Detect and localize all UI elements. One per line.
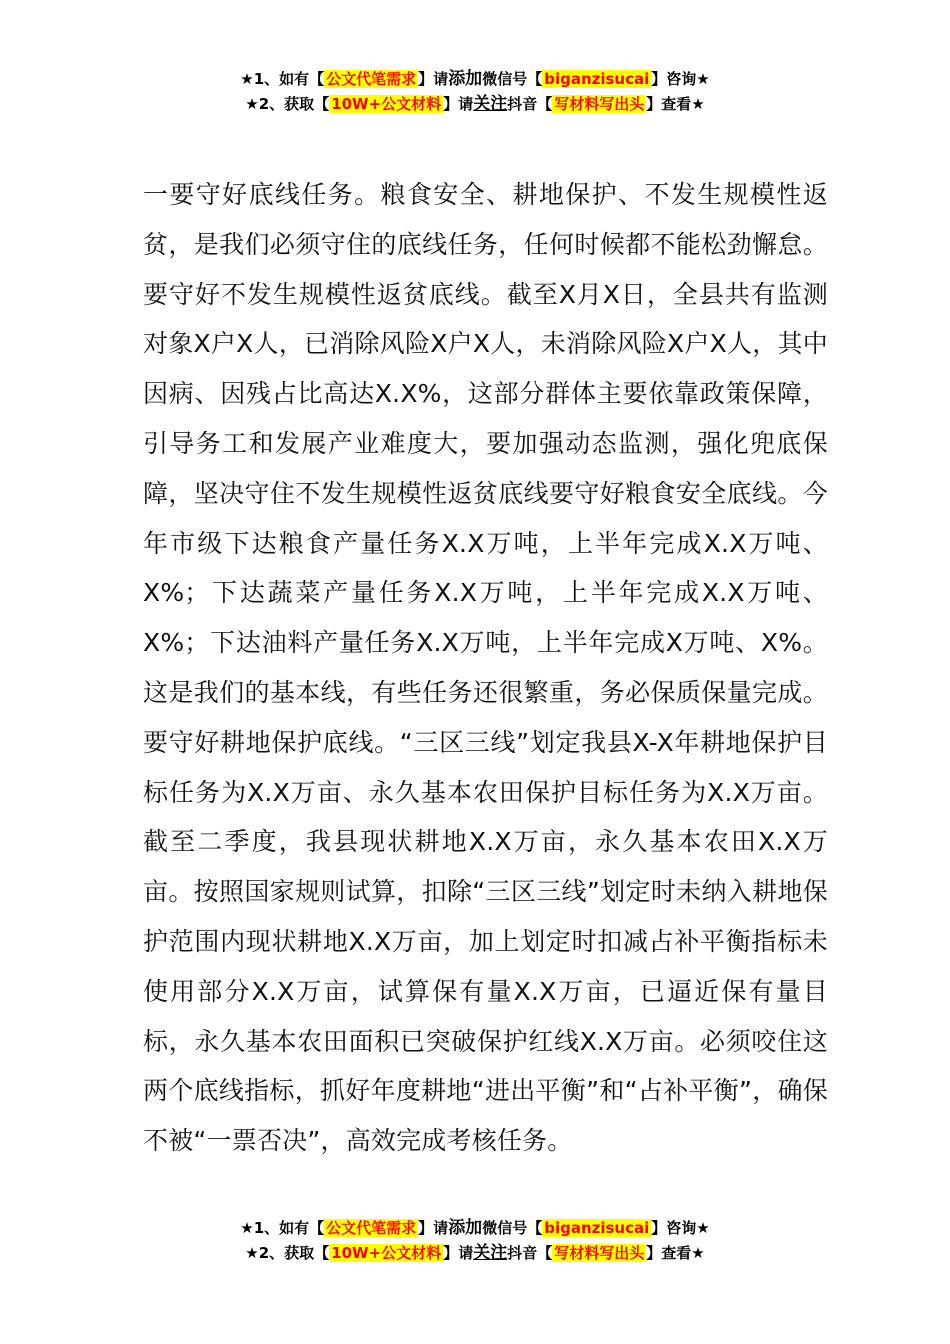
header-line-2-emphasis: 关注 (473, 94, 508, 114)
footer-line-2 (0, 1241, 950, 1266)
header-banner (0, 67, 950, 117)
header-line-1-suffix: 】咨询★ (651, 70, 710, 88)
header-line-1 (0, 67, 950, 92)
footer-highlight-materials: 10W+公文材料 (331, 1244, 442, 1262)
header-line-1-emphasis: 添加 (448, 69, 483, 89)
footer-highlight-service: 公文代笔需求 (326, 1219, 417, 1237)
footer-highlight-wechat-id: biganzisucai (544, 1219, 650, 1237)
header-line-2-text: 】请 (443, 95, 474, 113)
footer-line-2-prefix: ★2、获取【 (245, 1244, 330, 1262)
footer-line-2-text-2: 抖音【 (507, 1244, 553, 1262)
header-line-1-text-2: 微信号【 (482, 70, 543, 88)
header-line-2-text-2: 抖音【 (507, 95, 553, 113)
footer-line-1-text-2: 微信号【 (482, 1219, 543, 1237)
footer-line-1-suffix: 】咨询★ (651, 1219, 710, 1237)
footer-line-2-suffix: 】查看★ (646, 1244, 705, 1262)
header-line-1-prefix: ★1、如有【 (240, 70, 325, 88)
footer-line-1 (0, 1216, 950, 1241)
header-highlight-douyin: 写材料写出头 (554, 95, 645, 113)
header-highlight-wechat-id: biganzisucai (544, 70, 650, 88)
footer-line-2-emphasis: 关注 (473, 1243, 508, 1263)
footer-line-1-prefix: ★1、如有【 (240, 1219, 325, 1237)
header-line-2 (0, 92, 950, 117)
header-line-1-text: 】请 (418, 70, 449, 88)
header-line-2-suffix: 】查看★ (646, 95, 705, 113)
body-paragraph: 一要守好底线任务。粮食安全、耕地保护、不发生规模性返贫，是我们必须守住的底线任务，任何时候都不能松劲懈怠。要守好不发生规模性返贫底线。截至X月X日，全县共有监测对象X户X人，已消除风险X户X人，未消除风险X户X人，其中因病、因残占比高达X.X%，这部分群体主要依靠政策保障，引导务工和发展产业难度大，要加强动态监测，强化兜底保障，坚决守住不发生规模性返贫底线要守好粮食安全底线。今年市级下达粮食产量任务X.X万吨，上半年完成X.X万吨、X%；下达蔬菜产量任务X.X万吨，上半年完成X.X万吨、X%；下达油料产量任务X.X万吨，上半年完成X万吨、X%。这是我们的基本线，有些任务还很繁重，务必保质保量完成。要守好耕地保护底线。“三区三线”划定我县X-X年耕地保护目标任务为X.X万亩、永久基本农田保护目标任务为X.X万亩。截至二季度，我县现状耕地X.X万亩，永久基本农田X.X万亩。按照国家规则试算，扣除“三区三线”划定时未纳入耕地保护范围内现状耕地X.X万亩，加上划定时扣减占补平衡指标未使用部分X.X万亩，试算保有量X.X万亩，已逼近保有量目标，永久基本农田面积已突破保护红线X.X万亩。必须咬住这两个底线指标，抓好年度耕地“进出平衡”和“占补平衡”，确保不被“一票否决”，高效完成考核任务。 (143, 180, 828, 1156)
footer-line-1-text: 】请 (418, 1219, 449, 1237)
header-highlight-service: 公文代笔需求 (326, 70, 417, 88)
footer-banner (0, 1216, 950, 1266)
footer-line-1-emphasis: 添加 (448, 1218, 483, 1238)
footer-highlight-douyin: 写材料写出头 (554, 1244, 645, 1262)
header-line-2-prefix: ★2、获取【 (245, 95, 330, 113)
footer-line-2-text: 】请 (443, 1244, 474, 1262)
header-highlight-materials: 10W+公文材料 (331, 95, 442, 113)
